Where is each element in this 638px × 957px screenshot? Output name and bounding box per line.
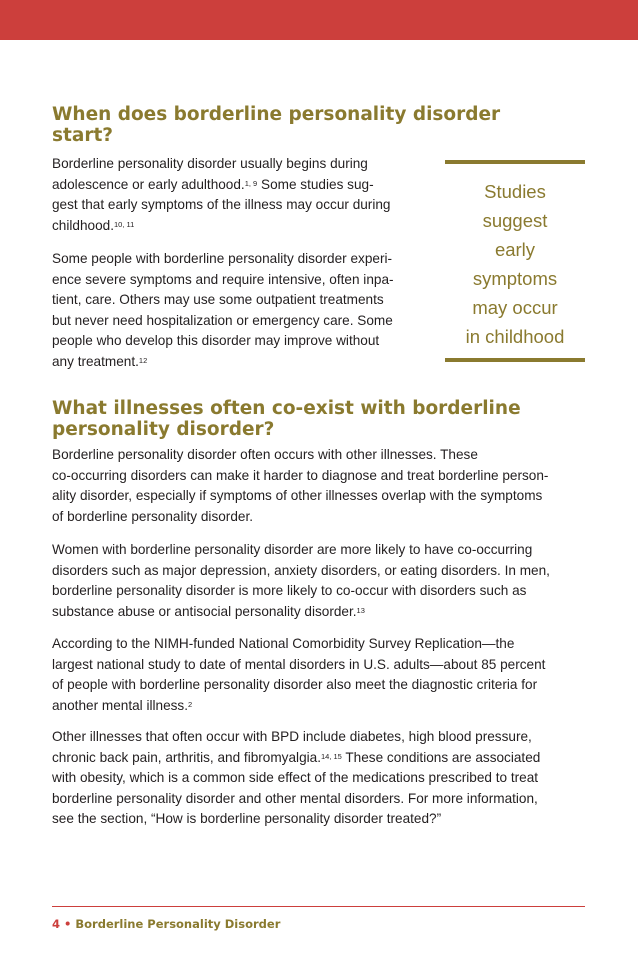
text-line: tient, care. Others may use some outpatient treatments — [52, 292, 384, 308]
heading-line: personality disorder? — [52, 419, 275, 440]
text-line: ality disorder, especially if symptoms of other illnesses overlap with the symptoms — [52, 488, 543, 504]
text-line: but never need hospitalization or emergency care. Some — [52, 312, 393, 328]
text-line: Some people with borderline personality disorder experi- — [52, 251, 393, 266]
pull-quote-line: symptoms — [472, 268, 558, 289]
citation: 14, 15 — [320, 751, 342, 761]
text-line: disorders such as major depression, anxiety disorders, or eating disorders. In men, — [52, 562, 550, 578]
text-line: According to the NIMH-funded National Comorbidity Survey Replication—the — [52, 636, 515, 651]
citation: 1, 9 — [244, 178, 258, 188]
text-line: borderline personality disorder is more likely to co-occur with disorders such as — [52, 583, 527, 599]
pull-quote-line: in childhood — [465, 326, 565, 347]
text-line: co-occurring disorders can make it harder to diagnose and treat borderline person- — [52, 467, 549, 483]
text-line: largest national study to date of mental disorders in U.S. adults—about 85 percent — [52, 656, 546, 672]
pull-quote-line: may occur — [472, 297, 558, 318]
paragraph-co-occurring — [52, 445, 597, 527]
footer-rule — [52, 906, 585, 907]
text-line: These conditions are associated — [341, 749, 541, 765]
paragraph-onset — [52, 154, 432, 236]
heading-line: start? — [52, 125, 114, 146]
text-line: borderline personality disorder and other mental disorders. For more information, — [52, 790, 538, 806]
paragraph-severity — [52, 249, 432, 373]
pull-quote-line: suggest — [482, 210, 548, 231]
heading-co-exist — [52, 398, 521, 440]
pull-quote-text — [445, 164, 585, 358]
text-line: Women with borderline personality disorder are more likely to have co-occurring — [52, 542, 533, 557]
text-line: see the section, “How is borderline personality disorder treated?” — [52, 811, 442, 827]
text-line: chronic back pain, arthritis, and fibromyalgia. — [52, 749, 321, 765]
text-line: people who develop this disorder may improve without — [52, 333, 380, 349]
text-line: of people with borderline personality disorder also meet the diagnostic criteria for — [52, 677, 538, 693]
text-line: with obesity, which is a common side effect of the medications prescribed to treat — [52, 770, 539, 786]
paragraph-women-men — [52, 540, 597, 622]
text-line: any treatment. — [52, 353, 139, 369]
text-line: ence severe symptoms and require intensive, often inpa- — [52, 271, 394, 287]
citation: 12 — [138, 355, 148, 365]
page-number: 4 — [52, 917, 61, 931]
heading-line: When does borderline personality disorder — [52, 104, 501, 125]
footer-title: Borderline Personality Disorder — [75, 917, 281, 931]
text-line: adolescence or early adulthood. — [52, 176, 245, 192]
text-line: gest that early symptoms of the illness may occur during — [52, 197, 391, 213]
paragraph-other-illnesses — [52, 727, 597, 830]
paragraph-nimh-survey — [52, 634, 597, 716]
text-line: another mental illness. — [52, 697, 189, 713]
heading-when-start — [52, 104, 500, 146]
text-line: Other illnesses that often occur with BPD include diabetes, high blood pressure, — [52, 729, 532, 744]
pull-quote-line: Studies — [484, 181, 546, 202]
heading-line: What illnesses often co-exist with borderline — [52, 398, 521, 419]
pull-quote-bottom-rule — [445, 358, 585, 362]
text-line: Borderline personality disorder often occurs with other illnesses. These — [52, 447, 478, 462]
text-line: Borderline personality disorder usually begins during — [52, 156, 368, 171]
citation: 2 — [188, 699, 193, 709]
citation: 10, 11 — [113, 219, 135, 229]
text-line: of borderline personality disorder. — [52, 508, 253, 524]
text-line: substance abuse or antisocial personality disorder. — [52, 603, 357, 619]
text-line: childhood. — [52, 217, 114, 233]
citation: 13 — [356, 605, 365, 615]
footer-bullet: • — [64, 917, 72, 931]
text-line: Some studies sug- — [257, 176, 374, 192]
pull-quote — [445, 160, 585, 362]
pull-quote-line: early — [494, 239, 536, 260]
page-footer — [52, 917, 280, 931]
top-color-bar — [0, 0, 638, 40]
